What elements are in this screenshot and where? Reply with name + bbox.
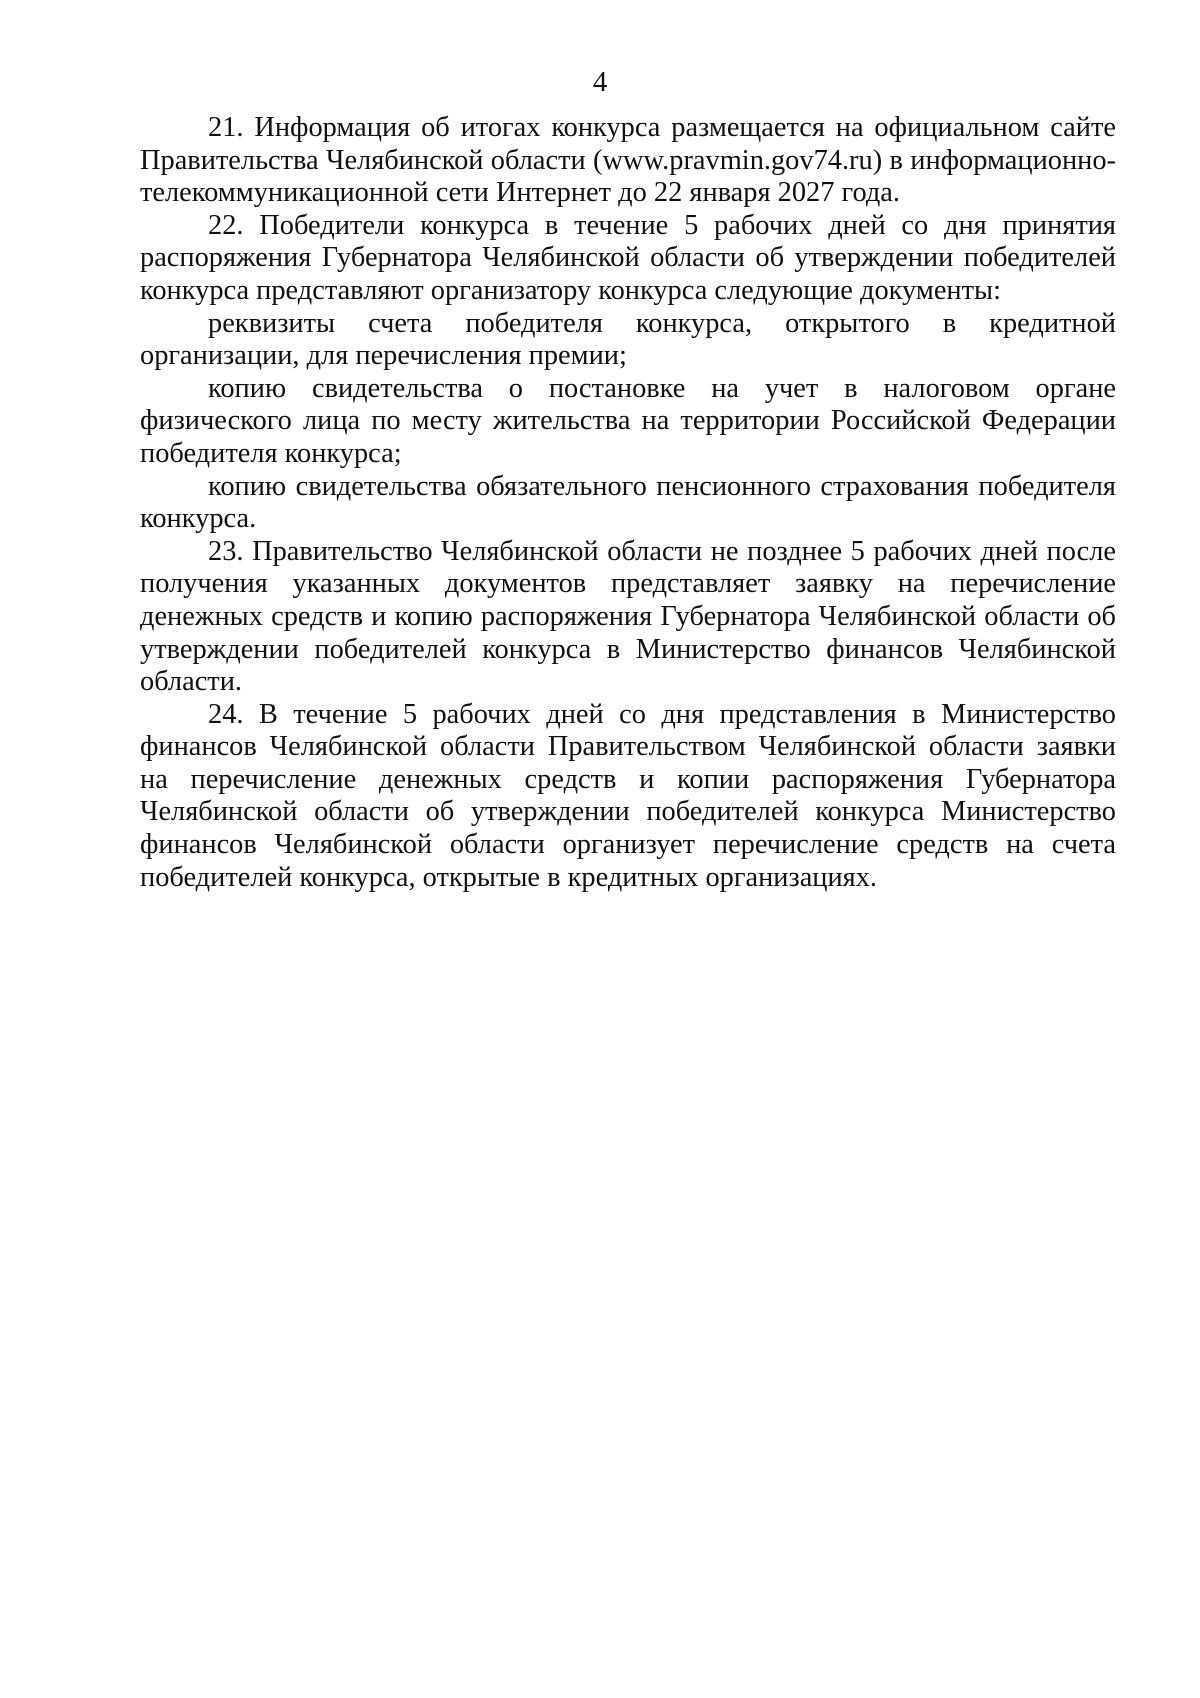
document-body <box>140 112 1116 894</box>
list-item-account-details: реквизиты счета победителя конкурса, открытого в кредитной организации, для перечисления премии; <box>140 307 1116 372</box>
paragraph-22: 22. Победители конкурса в течение 5 рабочих дней со дня принятия распоряжения Губернатора Челябинской области об утверждении победителей конкурса представляют организатору конкурса следующие документы: <box>140 209 1116 306</box>
paragraph-21: 21. Информация об итогах конкурса размещается на официальном сайте Правительства Челябинской области (www.pravmin.gov74.ru) в информационно-телекоммуникационной сети Интернет до 22 января 2027 года. <box>140 112 1116 209</box>
paragraph-23: 23. Правительство Челябинской области не позднее 5 рабочих дней после получения указанных документов представляет заявку на перечисление денежных средств и копию распоряжения Губернатора Челябинской области об утверждении победителей конкурса в Министерство финансов Челябинской области. <box>140 535 1116 698</box>
list-item-pension-insurance: копию свидетельства обязательного пенсионного страхования победителя конкурса. <box>140 470 1116 535</box>
list-item-tax-registration: копию свидетельства о постановке на учет в налоговом органе физического лица по месту жительства на территории Российской Федерации победителя конкурса; <box>140 372 1116 469</box>
page-number: 4 <box>592 66 608 98</box>
paragraph-24: 24. В течение 5 рабочих дней со дня представления в Министерство финансов Челябинской области Правительством Челябинской области заявки на перечисление денежных средств и копии распоряжения Губернатора Челябинской области об утверждении победителей конкурса Министерство финансов Челябинской области организует перечисление средств на счета победителей конкурса, открытые в кредитных организациях. <box>140 698 1116 893</box>
